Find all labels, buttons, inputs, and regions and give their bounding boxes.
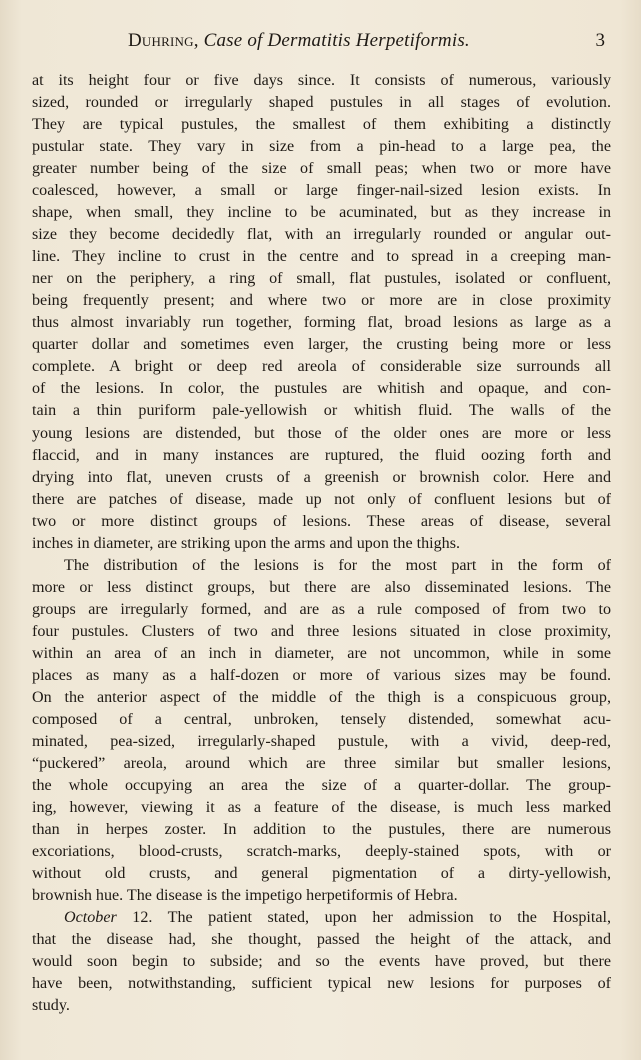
text-line-content: 12. The patient stated, upon her admission to the Hospital, bbox=[116, 909, 611, 927]
text-line: inches in diameter, are striking upon the arms and upon the thighs. bbox=[32, 534, 460, 552]
text-line: more or less distinct groups, but there are also disseminated lesions. The bbox=[32, 578, 611, 596]
text-line: brownish hue. The disease is the impetigo herpetiformis of Hebra. bbox=[32, 887, 458, 905]
text-line: greater number being of the size of small peas; when two or more have bbox=[32, 160, 611, 178]
text-line: shape, when small, they incline to be acuminated, but as they increase in bbox=[32, 204, 611, 222]
page-number: 3 bbox=[595, 30, 605, 51]
text-line: groups are irregularly formed, and are as a rule composed of from two to bbox=[32, 600, 611, 618]
paragraph bbox=[32, 555, 611, 908]
text-line: The distribution of the lesions is for the most part in the form of bbox=[64, 556, 611, 574]
paragraph bbox=[32, 907, 611, 1017]
body-text bbox=[32, 70, 611, 1017]
text-line: ing, however, viewing it as a feature of the disease, is much less marked bbox=[32, 799, 611, 817]
text-line: coalesced, however, a small or large finger-nail-sized lesion exists. In bbox=[32, 182, 611, 200]
text-line: at its height four or five days since. It consists of numerous, variously bbox=[32, 72, 611, 89]
header-author: Duhring bbox=[128, 30, 194, 51]
text-line: sized, rounded or irregularly shaped pustules in all stages of evolution. bbox=[32, 94, 611, 112]
text-line: They are typical pustules, the smallest of them exhibiting a distinctly bbox=[32, 116, 611, 134]
header-title bbox=[128, 30, 470, 52]
text-line bbox=[32, 907, 611, 929]
text-line: than in herpes zoster. In addition to the pustules, there are numerous bbox=[32, 821, 611, 839]
text-line: line. They incline to crust in the centre and to spread in a creeping man- bbox=[32, 248, 611, 266]
text-line: excoriations, blood-crusts, scratch-marks, deeply-stained spots, with or bbox=[32, 843, 611, 861]
paragraph bbox=[32, 70, 611, 555]
text-line: composed of a central, unbroken, tensely distended, somewhat acu- bbox=[32, 710, 611, 728]
text-line: complete. A bright or deep red areola of considerable size surrounds all bbox=[32, 358, 611, 376]
text-line: ner on the periphery, a ring of small, flat pustules, isolated or confluent, bbox=[32, 270, 611, 288]
text-line: thus almost invariably run together, forming flat, broad lesions as large as a bbox=[32, 314, 611, 332]
text-line: four pustules. Clusters of two and three lesions situated in close proximity, bbox=[32, 622, 611, 640]
text-line: drying into flat, uneven crusts of a greenish or brownish color. Here and bbox=[32, 468, 611, 486]
text-line: On the anterior aspect of the middle of the thigh is a conspicuous group, bbox=[32, 688, 611, 706]
text-line: pustular state. They vary in size from a pin-head to a large pea, the bbox=[32, 138, 611, 156]
text-line: being frequently present; and where two or more are in close proximity bbox=[32, 292, 611, 310]
text-line: study. bbox=[32, 997, 70, 1015]
header-separator: , bbox=[193, 30, 204, 51]
text-line: that the disease had, she thought, passed the height of the attack, and bbox=[32, 931, 611, 949]
text-line: there are patches of disease, made up not only of confluent lesions but of bbox=[32, 490, 611, 508]
text-line: places as many as a half-dozen or more of various sizes may be found. bbox=[32, 666, 611, 684]
text-line: without old crusts, and general pigmentation of a dirty-yellowish, bbox=[32, 865, 611, 883]
text-line: minated, pea-sized, irregularly-shaped pustule, with a vivid, deep-red, bbox=[32, 732, 611, 750]
text-line: size they become decidedly flat, with an irregularly rounded or angular out- bbox=[32, 226, 611, 244]
text-line: have been, notwithstanding, sufficient typical new lesions for purposes of bbox=[32, 975, 611, 993]
text-line: quarter dollar and sometimes even larger, the crusting being more or less bbox=[32, 336, 611, 354]
text-line: would soon begin to subside; and so the events have proved, but there bbox=[32, 953, 611, 971]
text-line: within an area of an inch in diameter, are not uncommon, while in some bbox=[32, 644, 611, 662]
text-line: young lesions are distended, but those of the older ones are more or less bbox=[32, 424, 611, 442]
text-line: “puckered” areola, around which are three similar but smaller lesions, bbox=[32, 754, 611, 772]
text-line: flaccid, and in many instances are ruptured, the fluid oozing forth and bbox=[32, 446, 611, 464]
entry-date: October bbox=[64, 909, 117, 927]
text-line: tain a thin puriform pale-yellowish or whitish fluid. The walls of the bbox=[32, 402, 611, 420]
text-line: the whole occupying an area the size of a quarter-dollar. The group- bbox=[32, 777, 611, 794]
header-article-title: Case of Dermatitis Herpetiformis. bbox=[203, 30, 470, 51]
running-header bbox=[0, 30, 641, 56]
text-line: two or more distinct groups of lesions. These areas of disease, several bbox=[32, 512, 611, 530]
text-line: of the lesions. In color, the pustules are whitish and opaque, and con- bbox=[32, 380, 611, 398]
